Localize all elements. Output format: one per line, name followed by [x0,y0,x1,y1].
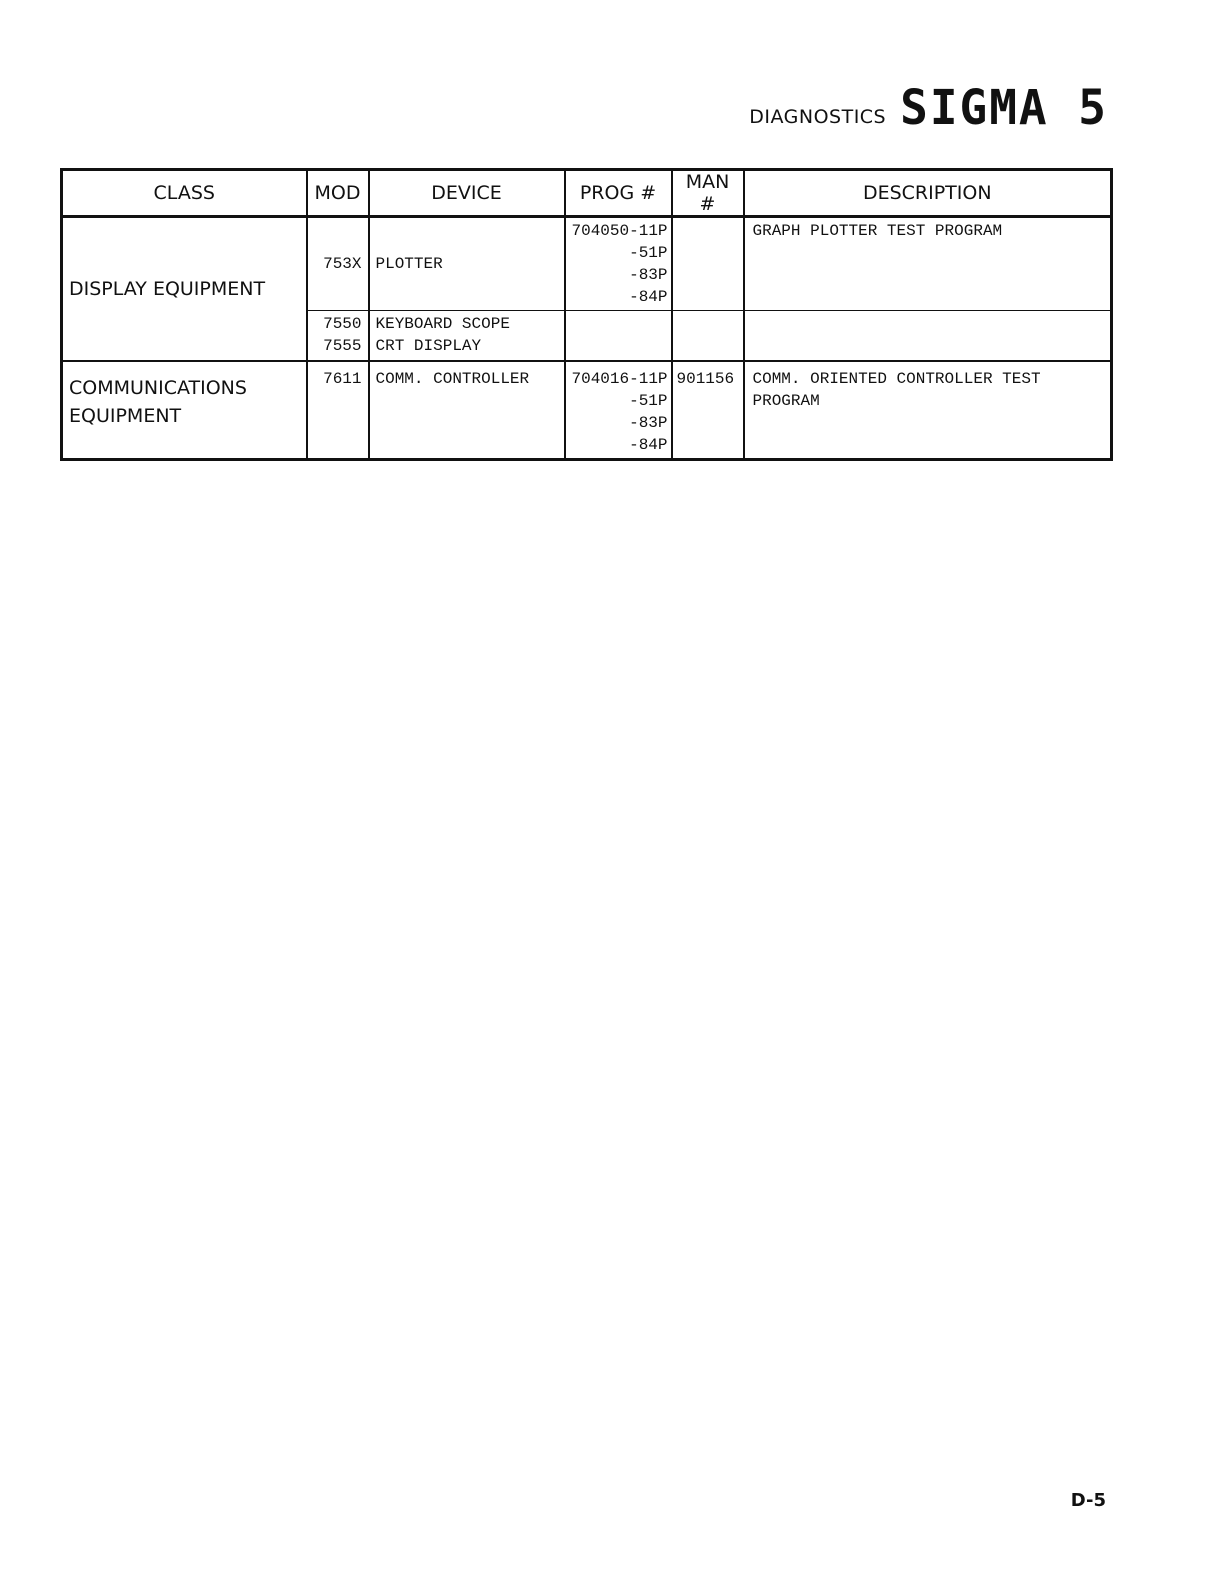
diagnostics-table [60,168,1113,461]
page-number: D-5 [1070,1490,1106,1511]
prog-value: 704016-11P [571,369,668,388]
device-cell [369,311,565,361]
column-header-device: DEVICE [369,170,565,217]
device-value: PLOTTER [375,255,443,273]
prog-cell [565,217,672,311]
mod-value: 753X [323,255,362,273]
prog-value: -51P [629,391,668,410]
prog-cell [565,361,672,460]
class-label-line: EQUIPMENT [69,404,182,427]
column-header-mod: MOD [307,170,369,217]
prog-value: 704050-11P [571,222,668,240]
mod-value: 7555 [323,337,362,355]
prog-value: -84P [629,288,668,306]
prog-value: -83P [629,413,668,432]
column-header-prog: PROG # [565,170,672,217]
mod-value: 7611 [323,369,362,388]
description-text: PROGRAM [752,391,820,410]
prog-cell [565,311,672,361]
description-cell [744,217,1112,311]
description-cell [744,311,1112,361]
man-cell [672,311,744,361]
prog-value: -51P [629,244,668,262]
man-cell [672,361,744,460]
section-label: DIAGNOSTICS [749,106,887,128]
mod-cell [307,311,369,361]
mod-cell [307,217,369,311]
sigma-5-logo: SIGMA 5 [900,78,1108,136]
column-header-description: DESCRIPTION [744,170,1112,217]
device-value: KEYBOARD SCOPE [375,315,510,333]
class-cell [62,361,307,460]
column-header-class: CLASS [62,170,307,217]
man-value: 901156 [676,369,735,388]
device-cell [369,361,565,460]
page-header [749,78,1108,136]
class-label-line: COMMUNICATIONS [69,376,247,399]
mod-value: 7550 [323,315,362,333]
description-text: COMM. ORIENTED CONTROLLER TEST [752,369,1041,388]
device-value: COMM. CONTROLLER [375,369,530,388]
table-row [62,361,1112,460]
table-row [62,217,1112,311]
description-cell [744,361,1112,460]
description-text: GRAPH PLOTTER TEST PROGRAM [752,222,1003,240]
device-cell [369,217,565,311]
mod-cell [307,361,369,460]
column-header-man: MAN # [672,170,744,217]
class-cell [62,217,307,361]
class-label: DISPLAY EQUIPMENT [69,277,266,300]
man-cell [672,217,744,311]
prog-value: -84P [629,435,668,454]
prog-value: -83P [629,266,668,284]
table-header-row [62,170,1112,217]
device-value: CRT DISPLAY [375,337,482,355]
